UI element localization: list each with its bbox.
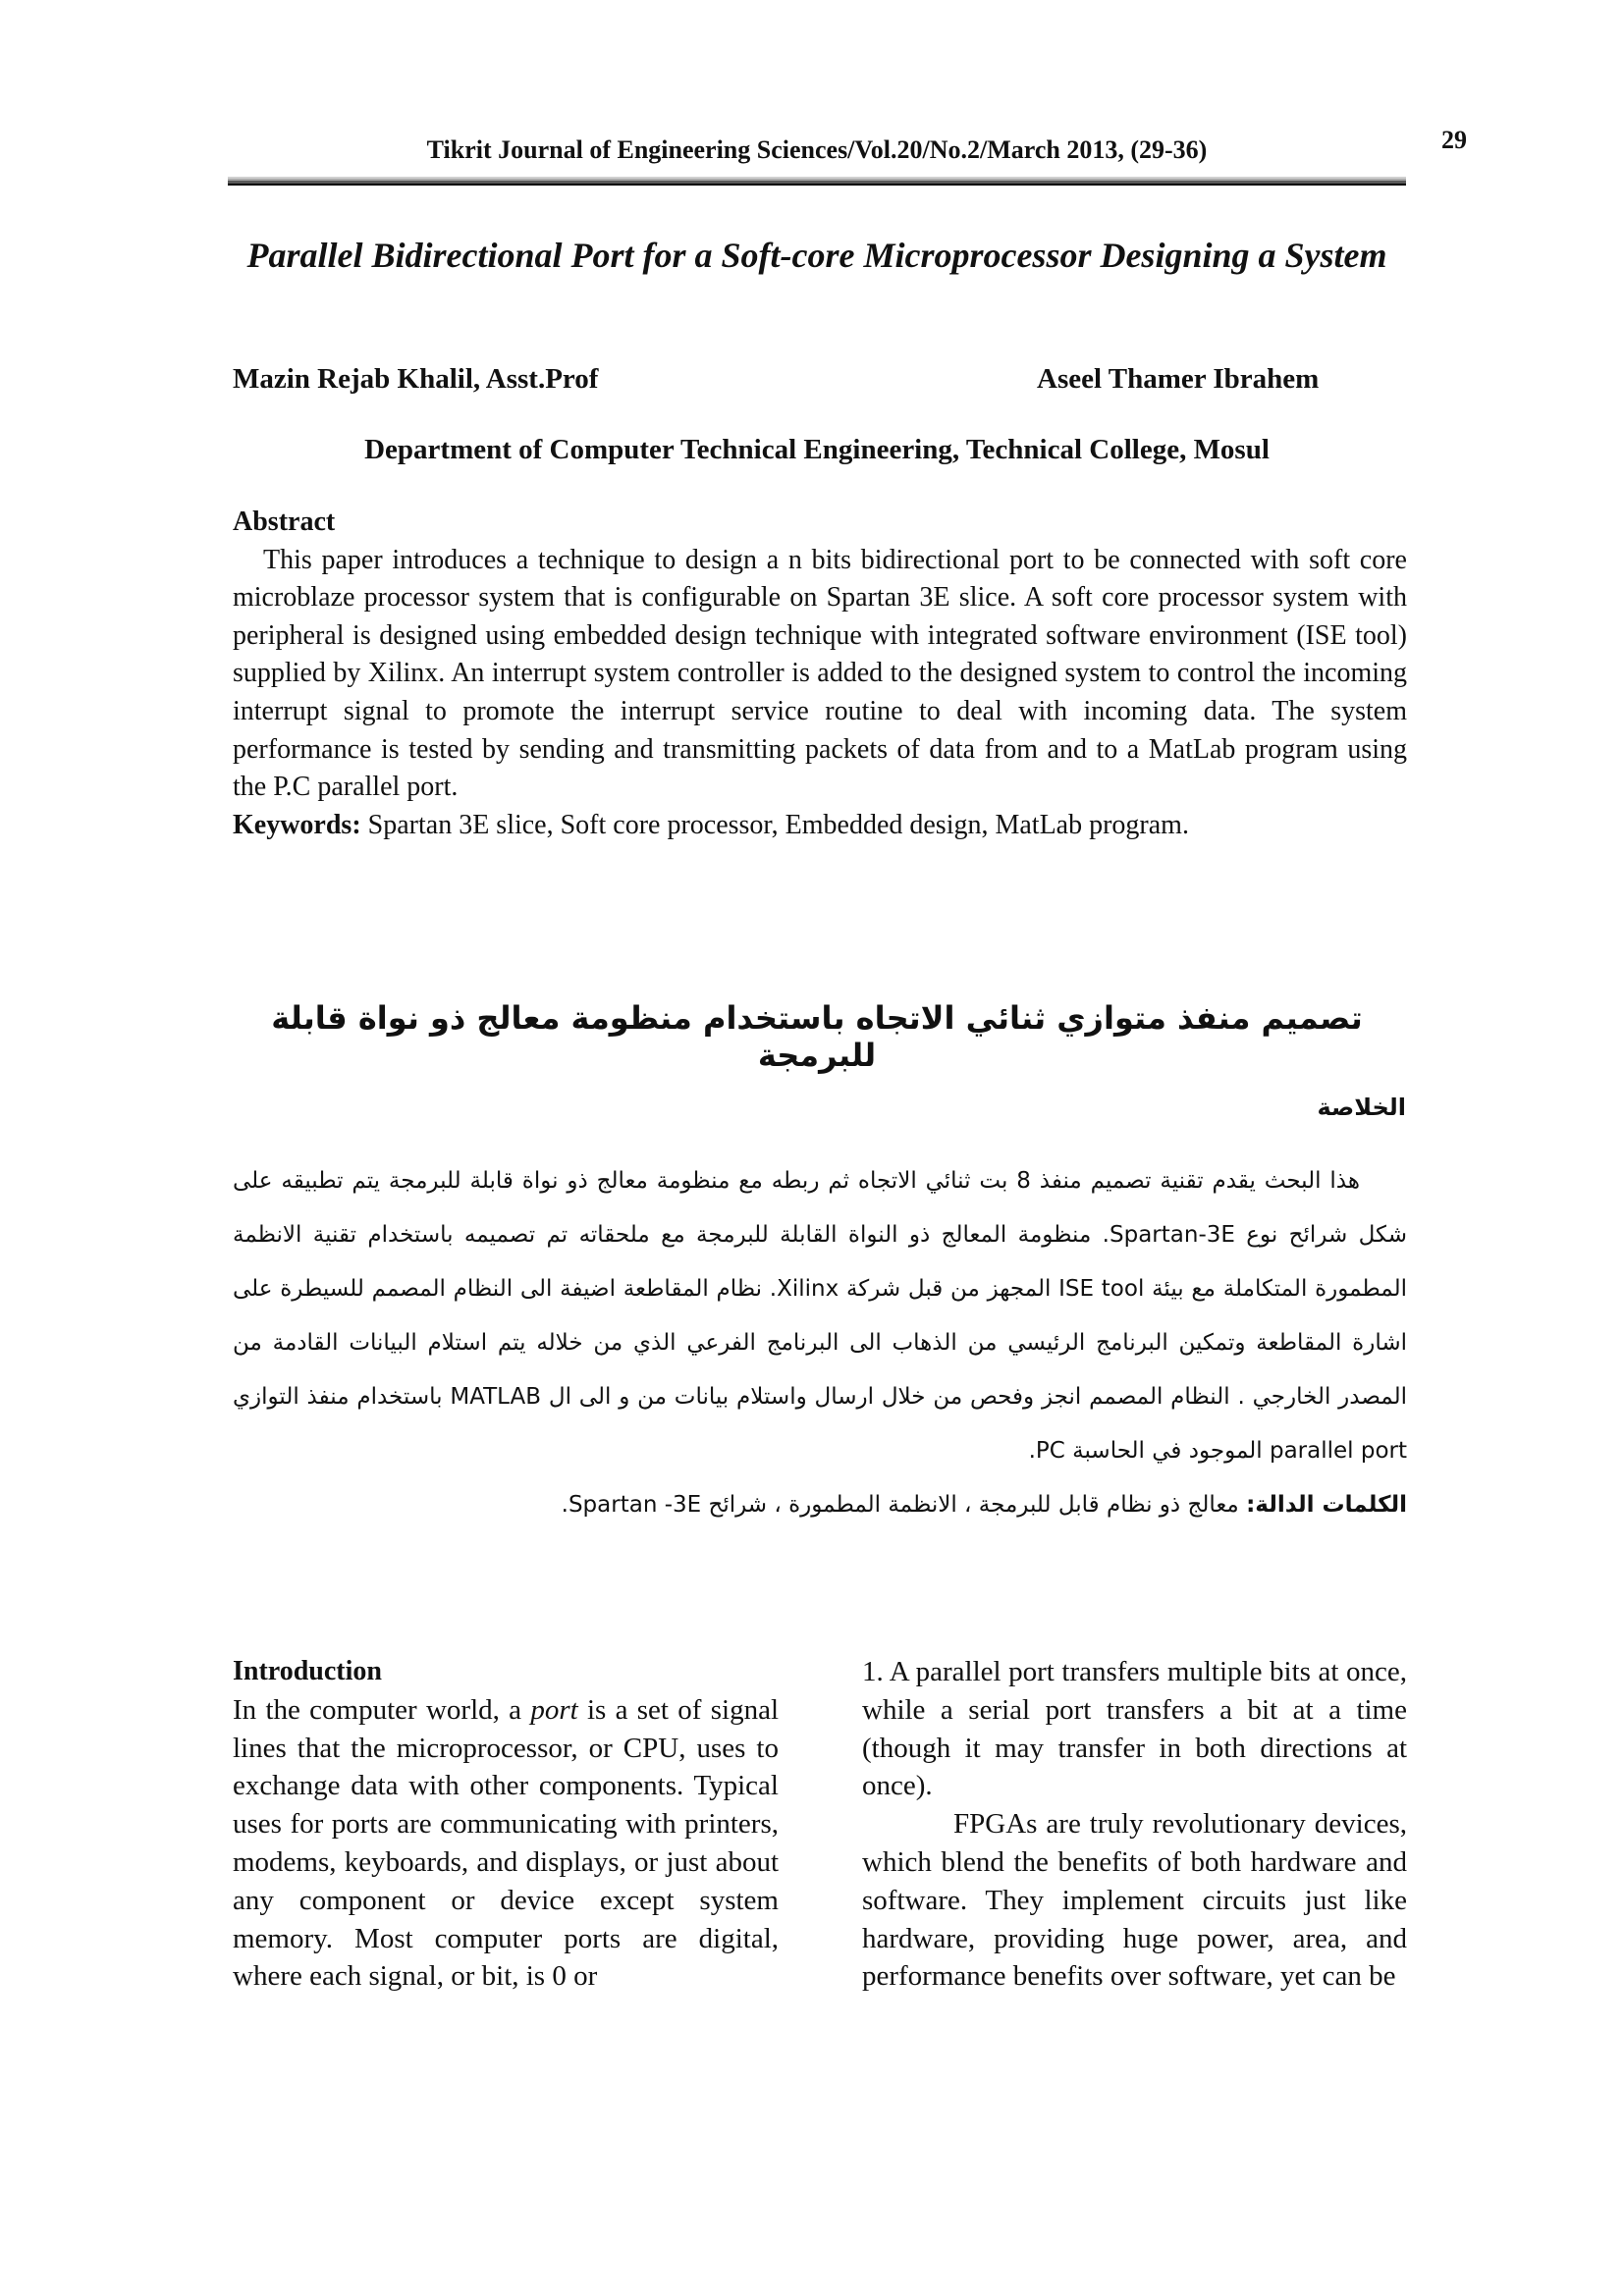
arabic-abstract-heading: الخلاصة — [1317, 1094, 1406, 1121]
intro-text: In the computer world, a — [233, 1693, 531, 1726]
arabic-title: تصميم منفذ متوازي ثنائي الاتجاه باستخدام منظومة معالج ذو نواة قابلة للبرمجة — [271, 999, 1363, 1074]
abstract-text: This paper introduces a technique to design a n bits bidirectional port to be connected with soft core microblaze processor system that is configurable on Spartan 3E slice. A soft core processor system with peripheral is designed using embedded design technique with integrated software environment (ISE tool) supplied by Xilinx. An interrupt system controller is added to the designed system to control the incoming interrupt signal to promote the interrupt service routine to deal with incoming data. The system performance is tested by sending and transmitting packets of data from and to a MatLab program using the P.C parallel port. — [233, 544, 1407, 803]
intro-emphasis: port — [530, 1693, 578, 1726]
intro-paragraph-1 — [233, 1691, 779, 1996]
paper-title: Parallel Bidirectional Port for a Soft-core Microprocessor Designing a System — [246, 236, 1387, 275]
author-secondary: Aseel Thamer Ibrahem — [1037, 363, 1320, 395]
intro-text: is a set of signal lines that the microprocessor, or CPU, uses to exchange data with other components. Typical uses for ports are communicating with printers, modems, keyboards, and displays, or just about any component or device except system memory. Most computer ports are digital, where each signal, or bit, is 0 or — [233, 1693, 779, 1993]
arabic-abstract-text: هذا البحث يقدم تقنية تصميم منفذ 8 بت ثنائي الاتجاه ثم ربطه مع منظومة معالج ذو نواة قابلة للبرمجة يتم تطبيقه على شكل شرائح نوع Spartan-3E. منظومة المعالج ذو النواة القابلة للبرمجة مع ملحقاته تم تصميمه باستخدام تقنية الانظمة المطمورة المتكاملة مع بيئة ISE tool المجهز من قبل شركة Xilinx. نظام المقاطعة اضيفة الى النظام المصمم للسيطرة على اشارة المقاطعة وتمكين البرنامج الرئيسي من الذهاب الى البرنامج الفرعي الذي من خلاله يتم استلام البيانات القادمة من المصدر الخارجي . النظام المصمم انجز وفحص من خلال ارسال واستلام بيانات من و الى ال MATLAB باستخدام منفذ التوازي parallel port الموجود في الحاسبة PC. — [233, 1168, 1408, 1464]
arabic-keywords — [233, 1478, 1407, 1532]
keywords-list: Spartan 3E slice, Soft core processor, Embedded design, MatLab program. — [360, 809, 1189, 840]
introduction-heading: Introduction — [233, 1656, 382, 1686]
abstract-heading: Abstract — [233, 507, 336, 537]
intro-column-right — [862, 1653, 1407, 1996]
arabic-keywords-label: الكلمات الدالة: — [1246, 1492, 1407, 1518]
page-number: 29 — [1441, 126, 1467, 154]
affiliation: Department of Computer Technical Engineering, Technical College, Mosul — [364, 434, 1270, 465]
intro-paragraph-2: 1. A parallel port transfers multiple bits at once, while a serial port transfers a bit at a time (though it may transfer in both directions at once). — [862, 1656, 1407, 1802]
arabic-keywords-list: معالج ذو نظام قابل للبرمجة ، الانظمة المطمورة ، شرائح Spartan -3E. — [561, 1492, 1247, 1518]
author-primary: Mazin Rejab Khalil, Asst.Prof — [233, 363, 599, 395]
intro-paragraph-3: FPGAs are truly revolutionary devices, which blend the benefits of both hardware and software. They implement circuits just like hardware, providing huge power, area, and performance benefits over software, yet can be — [862, 1808, 1407, 1993]
abstract-section — [233, 504, 1407, 844]
running-head: Tikrit Journal of Engineering Sciences/Vol.20/No.2/March 2013, (29-36) — [426, 135, 1208, 164]
arabic-abstract — [233, 1154, 1407, 1532]
keywords-label: Keywords: — [233, 809, 361, 840]
header-rule — [228, 177, 1406, 186]
keywords — [233, 807, 1407, 845]
intro-column-left — [233, 1653, 779, 1996]
